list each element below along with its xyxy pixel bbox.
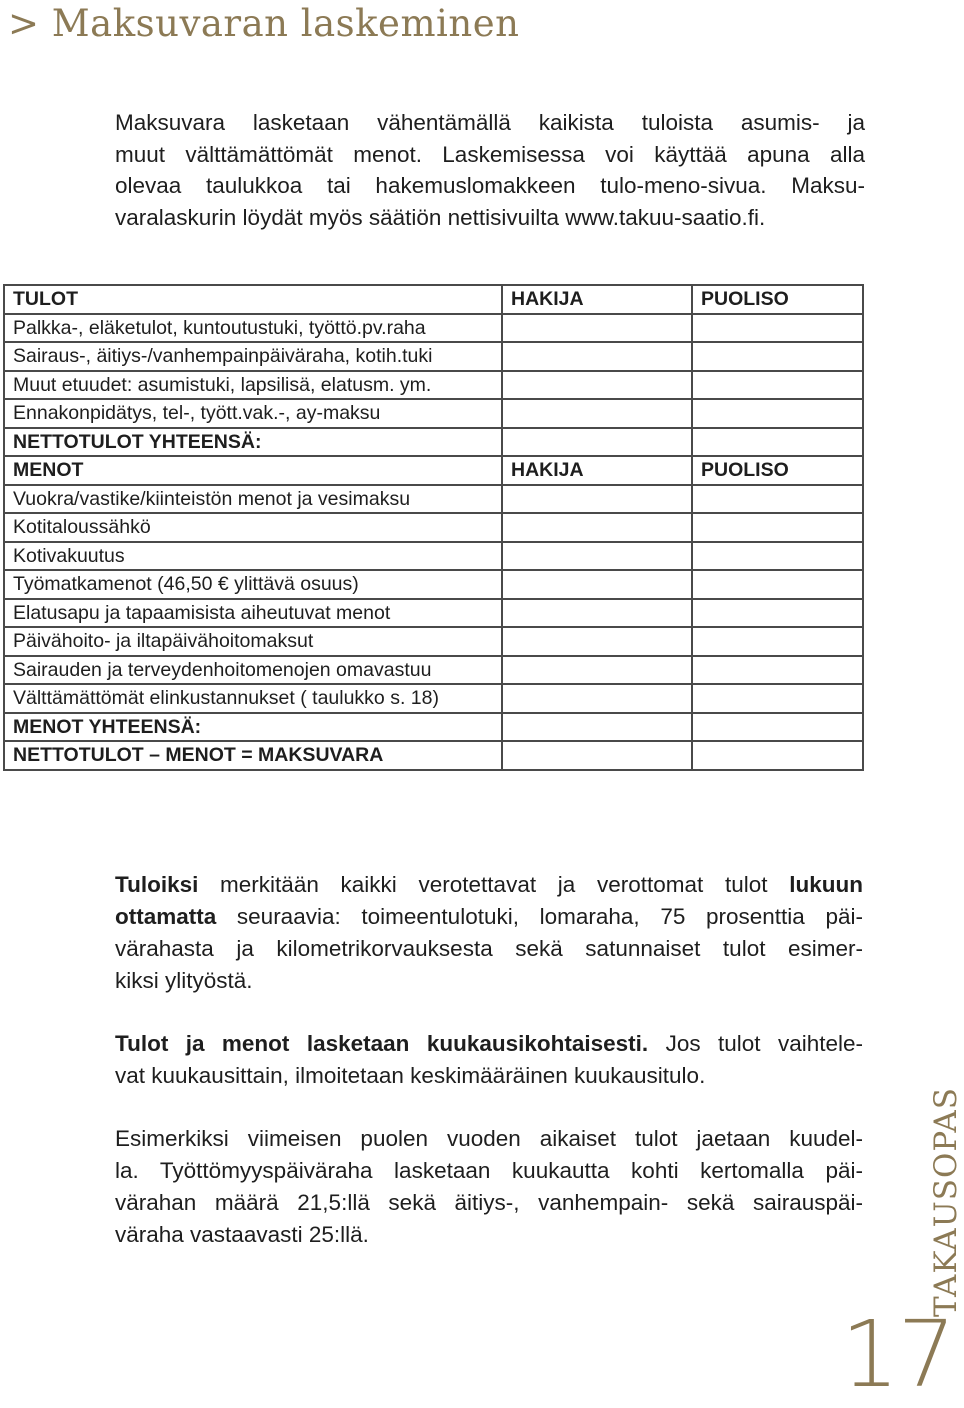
bold-term: Tuloiksi [115,872,199,897]
page-number: 17 [840,1301,954,1408]
income-note [115,869,863,997]
row-label: Elatusapu ja tapaamisista aiheutuvat menot [4,599,502,628]
table-row [4,627,863,656]
spouse-amount-cell[interactable] [692,485,863,514]
table-row [4,684,863,713]
payment-capacity-row [4,741,863,770]
spouse-amount-cell[interactable] [692,342,863,371]
applicant-column-header: HAKIJA [502,456,692,485]
applicant-amount-cell[interactable] [502,371,692,400]
intro-line: olevaa taulukkoa tai hakemuslomakkeen tulo-meno-sivua. Maksu- [115,173,865,199]
applicant-amount-cell[interactable] [502,399,692,428]
applicant-amount-cell[interactable] [502,656,692,685]
row-label: Vuokra/vastike/kiinteistön menot ja vesimaksu [4,485,502,514]
monthly-note [115,1028,863,1092]
applicant-amount-cell[interactable] [502,684,692,713]
table-row [4,399,863,428]
note-line: kiksi ylityöstä. [115,968,253,993]
row-label: Muut etuudet: asumistuki, lapsilisä, elatusm. ym. [4,371,502,400]
row-label: Sairauden ja terveydenhoitomenojen omavastuu [4,656,502,685]
applicant-amount-cell[interactable] [502,627,692,656]
row-label: Työmatkamenot (46,50 € ylittävä osuus) [4,570,502,599]
spouse-amount-cell[interactable] [692,570,863,599]
table-row [4,542,863,571]
payment-capacity-label: NETTOTULOT – MENOT = MAKSUVARA [4,741,502,770]
row-label: Kotitaloussähkö [4,513,502,542]
applicant-amount-cell[interactable] [502,314,692,343]
intro-line: Maksuvara lasketaan vähentämällä kaikista tuloista asumis- ja [115,110,865,135]
net-income-total-label: NETTOTULOT YHTEENSÄ: [4,428,502,457]
note-line: väraha vastaavasti 25:llä. [115,1222,369,1247]
page-heading: > Maksuvaran laskeminen [8,2,520,45]
row-label: Päivähoito- ja iltapäivähoitomaksut [4,627,502,656]
payment-capacity-table [3,284,864,771]
table-row [4,656,863,685]
row-label: Palkka-, eläketulot, kuntoutustuki, työttö.pv.raha [4,314,502,343]
note-text: Jos tulot vaihtele- [648,1031,863,1056]
row-label: Välttämättömät elinkustannukset ( taulukko s. 18) [4,684,502,713]
row-label: Ennakonpidätys, tel-, tyött.vak.-, ay-maksu [4,399,502,428]
expense-header-row [4,456,863,485]
note-line: la. Työttömyyspäiväraha lasketaan kuukautta kohti kertomalla päi- [115,1158,863,1183]
spouse-amount-cell[interactable] [692,542,863,571]
table-row [4,371,863,400]
applicant-amount-cell[interactable] [502,741,692,770]
table-row [4,485,863,514]
note-line: vat kuukausittain, ilmoitetaan keskimääräinen kuukausitulo. [115,1063,706,1088]
expenses-total-row [4,713,863,742]
income-header-row [4,285,863,314]
example-note [115,1123,863,1251]
net-income-total-row [4,428,863,457]
expenses-total-label: MENOT YHTEENSÄ: [4,713,502,742]
note-line [115,869,863,901]
applicant-amount-cell[interactable] [502,599,692,628]
intro-line: muut välttämättömät menot. Laskemisessa voi käyttää apuna alla [115,141,865,167]
spouse-amount-cell[interactable] [692,428,863,457]
note-line: värahan määrä 21,5:llä sekä äitiys-, vanhempain- sekä sairauspäi- [115,1190,863,1215]
applicant-amount-cell[interactable] [502,513,692,542]
note-line: värahasta ja kilometrikorvauksesta sekä satunnaiset tulot esimer- [115,936,863,961]
spouse-amount-cell[interactable] [692,399,863,428]
spouse-amount-cell[interactable] [692,713,863,742]
table-row [4,599,863,628]
applicant-amount-cell[interactable] [502,485,692,514]
spouse-amount-cell[interactable] [692,684,863,713]
intro-paragraph [115,107,865,233]
spouse-amount-cell[interactable] [692,314,863,343]
publication-name: TAKAUSOPAS [928,1086,964,1318]
intro-line: varalaskurin löydät myös säätiön nettisivuilta www.takuu-saatio.fi. [115,204,766,230]
spouse-amount-cell[interactable] [692,599,863,628]
expense-header-label: MENOT [4,456,502,485]
spouse-amount-cell[interactable] [692,741,863,770]
applicant-amount-cell[interactable] [502,542,692,571]
spouse-amount-cell[interactable] [692,371,863,400]
applicant-amount-cell[interactable] [502,428,692,457]
row-label: Kotivakuutus [4,542,502,571]
table-row [4,342,863,371]
spouse-amount-cell[interactable] [692,627,863,656]
bold-term: Tulot ja menot lasketaan kuukausikohtaisesti. [115,1031,649,1056]
applicant-amount-cell[interactable] [502,713,692,742]
spouse-column-header: PUOLISO [692,285,863,314]
bold-term: ottamatta [115,904,217,929]
note-text: seuraavia: toimeentulotuki, lomaraha, 75 prosenttia päi- [216,904,863,929]
table-row [4,513,863,542]
table-row [4,570,863,599]
income-header-label: TULOT [4,285,502,314]
notes-section [115,869,863,1251]
note-line: Esimerkiksi viimeisen puolen vuoden aikaiset tulot jaetaan kuudel- [115,1126,863,1151]
bold-term: lukuun [789,872,863,897]
note-text: merkitään kaikki verotettavat ja verottomat tulot [198,872,790,897]
applicant-column-header: HAKIJA [502,285,692,314]
spouse-amount-cell[interactable] [692,656,863,685]
applicant-amount-cell[interactable] [502,342,692,371]
row-label: Sairaus-, äitiys-/vanhempainpäiväraha, kotih.tuki [4,342,502,371]
table-row [4,314,863,343]
spouse-column-header: PUOLISO [692,456,863,485]
note-line [115,1028,863,1060]
applicant-amount-cell[interactable] [502,570,692,599]
note-line [115,901,863,933]
spouse-amount-cell[interactable] [692,513,863,542]
